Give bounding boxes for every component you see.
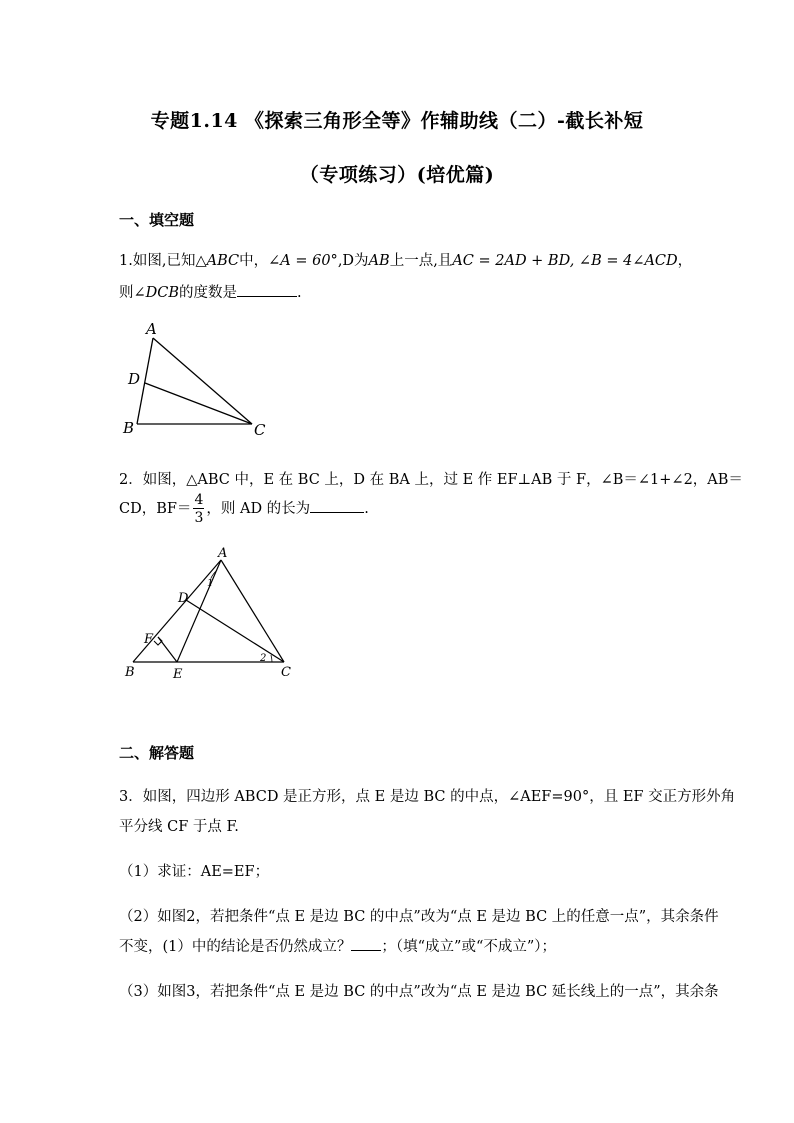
question-3-part-2-line-1: （2）如图2，若把条件“点 E 是边 BC 的中点”改为“点 E 是边 BC 上的任意一点”，其余条件 [119,909,719,925]
q1-text: 则 [119,285,134,301]
q3-text: ；（填“成立”或“不成立”）； [381,939,557,955]
q2-fraction [193,493,204,525]
fig2-perpendicular-ef [158,637,177,662]
q1-text: 上一点,且 [389,253,453,269]
page-title: 专题1.14 《探索三角形全等》作辅助线（二）-截长补短 [150,110,644,132]
section-heading-solve: 二、解答题 [119,744,195,762]
q2-text: . [364,501,369,517]
q2-text: CD，BF＝ [119,501,192,517]
fig2-label-a: A [218,546,228,561]
fig2-label-b: B [125,665,135,680]
q2-text: ，则 AD 的长为 [206,501,311,517]
question-3-part-3-line-1: （3）如图3，若把条件“点 E 是边 BC 的中点”改为“点 E 是边 BC 延长线上的一点”，其余条 [119,984,719,1000]
fig1-segment-dc [145,383,252,424]
q3-answer-blank[interactable] [351,936,381,951]
q1-segment-ab: AB [368,253,390,269]
fig2-label-d: D [178,591,189,606]
fig2-angle-2-arc [271,655,272,662]
fig1-label-d: D [128,370,141,388]
fig2-label-angle-2: 2 [260,653,267,664]
q1-text: ， [677,253,693,269]
fig2-side-ac [221,560,284,662]
question-1-line-1 [119,249,692,270]
fig2-label-c: C [281,665,291,680]
q1-answer-blank[interactable] [237,282,297,297]
fig2-label-angle-1: 1 [207,578,214,589]
q1-text: 中， [239,253,269,269]
q1-condition: AC = 2AD + BD, ∠B = 4∠ACD [452,253,678,269]
question-3-part-1: （1）求证：AE=EF； [119,864,270,880]
fig2-label-f: F [144,632,154,647]
q2-fraction-denominator: 3 [194,510,204,526]
question-1-line-2 [119,281,302,302]
q1-text: 1.如图,已知 [119,253,196,269]
fig2-segment-ae [177,560,221,662]
question-3-line-2: 平分线 CF 于点 F. [119,819,239,835]
fig2-label-e: E [173,667,183,682]
page-subtitle: （专项练习）(培优篇) [299,164,495,186]
figure-2-triangle [115,542,300,682]
fig1-label-a: A [146,320,157,338]
q3-text: 不变，(1）中的结论是否仍然成立？ [119,939,352,955]
q1-text: ,D为 [337,253,369,269]
q1-text: 的度数是 [179,285,238,301]
q1-angle-dcb: ∠DCB [133,285,180,301]
question-2-line-2 [119,493,369,525]
fig1-side-ac [153,338,252,424]
q2-answer-blank[interactable] [310,498,364,513]
q1-angle-a: ∠A = 60° [268,253,338,269]
fig2-segment-dc [186,600,284,662]
q2-fraction-numerator: 4 [194,492,204,508]
question-2-line-1: 2．如图，△ABC 中，E 在 BC 上，D 在 BA 上，过 E 作 EF⊥AB 于 F，∠B＝∠1+∠2，AB＝ [119,472,743,488]
question-3-line-1: 3．如图，四边形 ABCD 是正方形，点 E 是边 BC 的中点，∠AEF=90°，且 EF 交正方形外角 [119,789,736,805]
q1-triangle: △ABC [195,253,240,269]
section-heading-fill-blank: 一、填空题 [119,211,195,229]
fig1-label-c: C [254,421,266,439]
q1-text: . [297,285,302,301]
figure-1-triangle [115,318,275,440]
question-3-part-2-line-2 [119,935,556,956]
fig1-label-b: B [123,419,135,437]
